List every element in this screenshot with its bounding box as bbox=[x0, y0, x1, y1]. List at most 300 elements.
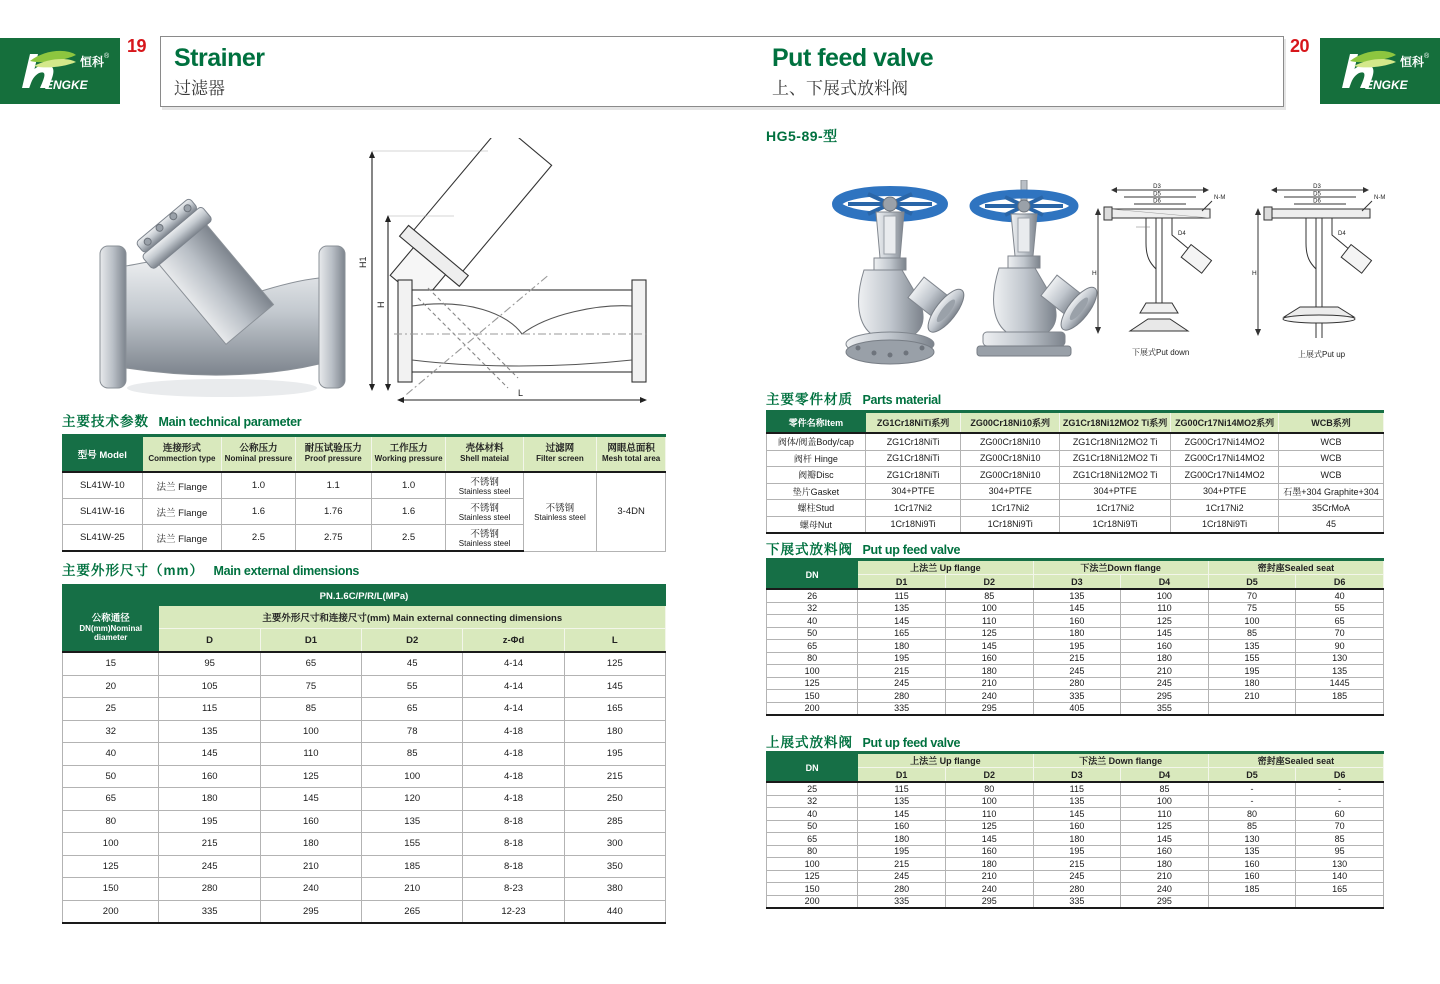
table-row bbox=[63, 900, 666, 923]
table-cell: 1Cr17Ni2 bbox=[961, 500, 1060, 517]
table-cell: 40 bbox=[767, 615, 858, 628]
table-cell: WCB bbox=[1279, 450, 1384, 467]
table-row bbox=[767, 870, 1384, 883]
table-cell: 石墨+304 Graphite+304 bbox=[1279, 483, 1384, 500]
table-cell: 1Cr18Ni9Ti bbox=[961, 516, 1060, 533]
col-header-item: 零件名称Item bbox=[767, 412, 866, 434]
table-cell: 12-23 bbox=[463, 900, 564, 923]
table-cell: ZG00Cr18Ni10 bbox=[961, 467, 1060, 484]
table-cell: 85 bbox=[1296, 833, 1384, 846]
col-header-series: ZG1Cr18Ni12MO2 Ti系列 bbox=[1060, 412, 1171, 434]
table-cell: 145 bbox=[564, 675, 665, 698]
table-cell: 70 bbox=[1296, 820, 1384, 833]
table-cell: 145 bbox=[1121, 833, 1209, 846]
section-title-en: Put up feed valve bbox=[862, 543, 961, 557]
table-cell bbox=[1208, 895, 1296, 908]
table-row bbox=[767, 820, 1384, 833]
table-cell: 85 bbox=[1208, 627, 1296, 640]
page-number-right: 20 bbox=[1290, 36, 1310, 56]
table-cell: 245 bbox=[1033, 665, 1121, 678]
table-cell: 245 bbox=[1121, 677, 1209, 690]
brand-logo-left bbox=[0, 38, 120, 104]
table-cell: 130 bbox=[1208, 833, 1296, 846]
drawing-put-up bbox=[1255, 187, 1372, 338]
logo-text-en: ENGKE bbox=[45, 78, 88, 92]
table-cell: 200 bbox=[767, 895, 858, 908]
header-cn: 耐压试验压力 bbox=[304, 443, 362, 455]
table-cell: 垫片Gasket bbox=[767, 483, 866, 500]
table-cell: 245 bbox=[858, 677, 946, 690]
table-cell: 45 bbox=[362, 652, 463, 675]
col-header-d3: D3 bbox=[1033, 575, 1121, 590]
table-row bbox=[63, 765, 666, 788]
table-cell: 180 bbox=[564, 720, 665, 743]
table-cell: 95 bbox=[159, 652, 260, 675]
table-cell: 160 bbox=[1208, 858, 1296, 871]
table-row bbox=[767, 795, 1384, 808]
table-cell: 160 bbox=[159, 765, 260, 788]
header-en: Working pressure bbox=[374, 454, 443, 464]
table-cell: 215 bbox=[564, 765, 665, 788]
table-cell: 8-18 bbox=[463, 833, 564, 856]
section-title-en: Put up feed valve bbox=[862, 736, 961, 750]
table-cell: 240 bbox=[945, 883, 1033, 896]
group-header-sealed-seat: 密封座Sealed seat bbox=[1208, 560, 1383, 575]
table-cell: 85 bbox=[260, 698, 361, 721]
table-cell: 80 bbox=[767, 845, 858, 858]
table-row bbox=[767, 589, 1384, 602]
logo-text-cn: 恒科 bbox=[1400, 55, 1425, 69]
table-cell: 80 bbox=[1208, 808, 1296, 821]
table-cell: 130 bbox=[1296, 858, 1384, 871]
table-cell: 25 bbox=[767, 782, 858, 795]
table-cell: 1445 bbox=[1296, 677, 1384, 690]
table-cell: 135 bbox=[1208, 640, 1296, 653]
table-cell: 210 bbox=[1121, 870, 1209, 883]
table-cell: 4-18 bbox=[463, 720, 564, 743]
table-cell: 335 bbox=[159, 900, 260, 923]
table-cell: 110 bbox=[260, 743, 361, 766]
table-cell: 240 bbox=[1121, 883, 1209, 896]
section-title-en: Main technical parameter bbox=[158, 415, 302, 429]
table-cell: 1Cr17Ni2 bbox=[865, 500, 961, 517]
dim-h: H bbox=[1092, 270, 1097, 277]
table-cell: 100 bbox=[945, 602, 1033, 615]
table-cell: ZG00Cr18Ni10 bbox=[961, 433, 1060, 450]
table-cell: 160 bbox=[945, 845, 1033, 858]
table-cell: 4-14 bbox=[463, 652, 564, 675]
table-cell: 355 bbox=[1121, 702, 1209, 715]
table-cell: 70 bbox=[1208, 589, 1296, 602]
strainer-drawing bbox=[358, 138, 683, 410]
dn-header: DN bbox=[767, 753, 858, 783]
table-row bbox=[63, 833, 666, 856]
table-row bbox=[767, 808, 1384, 821]
table-cell: 45 bbox=[1279, 516, 1384, 533]
table-cell: 110 bbox=[945, 808, 1033, 821]
col-header bbox=[222, 436, 296, 473]
table-cell: 100 bbox=[767, 858, 858, 871]
table-cell: 32 bbox=[767, 602, 858, 615]
cell-filter-screen: 不锈钢 Stainless steel bbox=[523, 472, 597, 551]
drawing-put-down bbox=[1095, 187, 1212, 334]
section-title-en: Parts material bbox=[862, 393, 941, 407]
hengke-logo-icon bbox=[1320, 38, 1440, 104]
table-row bbox=[767, 665, 1384, 678]
table-cell: 40 bbox=[63, 743, 159, 766]
dim-d5: D5 bbox=[1153, 191, 1161, 198]
table-cell: 215 bbox=[1033, 858, 1121, 871]
table-row bbox=[767, 450, 1384, 467]
table-row bbox=[767, 640, 1384, 653]
table-row bbox=[767, 602, 1384, 615]
table-row bbox=[63, 698, 666, 721]
cell-working: 1.6 bbox=[371, 499, 446, 525]
table-cell: 185 bbox=[362, 855, 463, 878]
col-header-zd: z-Φd bbox=[463, 629, 564, 653]
table-cell: 440 bbox=[564, 900, 665, 923]
table-row bbox=[767, 652, 1384, 665]
col-header-d5: D5 bbox=[1208, 768, 1296, 783]
group-header: 主要外形尺寸和连接尺寸(mm) Main external connecting dimensions bbox=[159, 606, 666, 629]
table-cell: 210 bbox=[945, 870, 1033, 883]
table-cell: 160 bbox=[1208, 870, 1296, 883]
table-cell: 25 bbox=[63, 698, 159, 721]
table-cell: 100 bbox=[1208, 615, 1296, 628]
col-header-d4: D4 bbox=[1121, 575, 1209, 590]
table-cell bbox=[1296, 702, 1384, 715]
cell-conn: 法兰 Flange bbox=[142, 525, 222, 552]
table-cell: 215 bbox=[858, 858, 946, 871]
table-row bbox=[767, 895, 1384, 908]
table-cell: 4-18 bbox=[463, 788, 564, 811]
cell-mesh-area: 3-4DN bbox=[597, 472, 666, 551]
dim-d4: D4 bbox=[1178, 231, 1186, 237]
group-header-down-flange: 下法兰 Down flange bbox=[1033, 753, 1208, 768]
table-cell: 304+PTFE bbox=[1171, 483, 1279, 500]
table-cell bbox=[1208, 702, 1296, 715]
table-cell: 75 bbox=[260, 675, 361, 698]
table-cell: ZG1Cr18NiTi bbox=[865, 450, 961, 467]
table-cell: 125 bbox=[63, 855, 159, 878]
dim-h: H bbox=[1252, 270, 1257, 277]
parts-material-table bbox=[766, 410, 1384, 534]
col-header-d2: D2 bbox=[362, 629, 463, 653]
table-cell: 240 bbox=[260, 878, 361, 901]
table-cell: 145 bbox=[858, 615, 946, 628]
table-cell: 215 bbox=[159, 833, 260, 856]
table-cell: 285 bbox=[564, 810, 665, 833]
group-header-up-flange: 上法兰 Up flange bbox=[858, 560, 1033, 575]
table-cell: 295 bbox=[260, 900, 361, 923]
table-cell: 160 bbox=[1121, 845, 1209, 858]
table-cell: 160 bbox=[1033, 615, 1121, 628]
table-cell: - bbox=[1208, 795, 1296, 808]
brand-logo-right bbox=[1320, 38, 1440, 104]
table-cell: 145 bbox=[1033, 602, 1121, 615]
table-cell: 160 bbox=[858, 820, 946, 833]
table-row bbox=[63, 855, 666, 878]
table-cell: 280 bbox=[858, 690, 946, 703]
table-cell: 295 bbox=[1121, 690, 1209, 703]
table-cell: ZG1Cr18NiTi bbox=[865, 467, 961, 484]
table-cell: 80 bbox=[767, 652, 858, 665]
table-cell: 60 bbox=[1296, 808, 1384, 821]
table-cell: 335 bbox=[858, 702, 946, 715]
table-cell: 125 bbox=[1121, 615, 1209, 628]
table-cell: 145 bbox=[945, 640, 1033, 653]
cell-nominal: 1.0 bbox=[222, 472, 296, 499]
cell-shell: 不锈钢 Stainless steel bbox=[446, 472, 523, 499]
table-cell: 阀体/阀盖Body/cap bbox=[767, 433, 866, 450]
table-cell: 8-23 bbox=[463, 878, 564, 901]
table-cell: 85 bbox=[362, 743, 463, 766]
table-cell: 100 bbox=[1121, 795, 1209, 808]
logo-text-cn: 恒科 bbox=[80, 55, 105, 69]
table-cell: 160 bbox=[1033, 820, 1121, 833]
table-row bbox=[767, 483, 1384, 500]
table-cell: 140 bbox=[1296, 870, 1384, 883]
table-cell: ZG1Cr18NiTi bbox=[865, 433, 961, 450]
section-title-cn: 上展式放料阀 bbox=[766, 735, 853, 750]
inlet-flange bbox=[100, 246, 126, 388]
table-cell: 110 bbox=[945, 615, 1033, 628]
table-cell: 95 bbox=[1296, 845, 1384, 858]
table-cell: 4-14 bbox=[463, 698, 564, 721]
table-cell: 125 bbox=[1121, 820, 1209, 833]
logo-text-en: ENGKE bbox=[1365, 78, 1408, 92]
table-cell: 245 bbox=[858, 870, 946, 883]
table-cell: 55 bbox=[1296, 602, 1384, 615]
section-title-cn: 主要技术参数 bbox=[62, 414, 149, 429]
table-row bbox=[767, 615, 1384, 628]
cell-shell: 不锈钢 Stainless steel bbox=[446, 499, 523, 525]
table-cell: 195 bbox=[858, 652, 946, 665]
table-cell: 1Cr18Ni9Ti bbox=[865, 516, 961, 533]
cell-proof: 2.75 bbox=[295, 525, 371, 552]
table-cell: 100 bbox=[362, 765, 463, 788]
dimensions-table-body bbox=[63, 652, 666, 923]
table-cell: 185 bbox=[1208, 883, 1296, 896]
table-cell: WCB bbox=[1279, 433, 1384, 450]
table-cell: 160 bbox=[945, 652, 1033, 665]
cell-shell: 不锈钢 Stainless steel bbox=[446, 525, 523, 552]
table-row bbox=[767, 627, 1384, 640]
table-row bbox=[767, 833, 1384, 846]
table-cell: 65 bbox=[767, 833, 858, 846]
table-row bbox=[63, 788, 666, 811]
table-cell: 180 bbox=[858, 640, 946, 653]
table-cell: 250 bbox=[564, 788, 665, 811]
table-cell: 335 bbox=[1033, 895, 1121, 908]
table-cell: 240 bbox=[945, 690, 1033, 703]
col-header bbox=[597, 436, 666, 473]
table-cell: 55 bbox=[362, 675, 463, 698]
col-header-series: ZG1Cr18NiTi系列 bbox=[865, 412, 961, 434]
header-en: Proof pressure bbox=[304, 454, 362, 464]
table-cell: 1Cr17Ni2 bbox=[1171, 500, 1279, 517]
table-cell: 135 bbox=[362, 810, 463, 833]
page-title-band bbox=[160, 36, 1284, 107]
table-row bbox=[63, 472, 666, 499]
table-cell: 304+PTFE bbox=[961, 483, 1060, 500]
table-cell: 65 bbox=[63, 788, 159, 811]
table-cell: 螺柱Stud bbox=[767, 500, 866, 517]
table-cell: 165 bbox=[858, 627, 946, 640]
table-row bbox=[767, 782, 1384, 795]
table-cell: 4-18 bbox=[463, 743, 564, 766]
section-title-parts-material bbox=[766, 388, 941, 409]
table-cell: 65 bbox=[260, 652, 361, 675]
table-cell: 70 bbox=[1296, 627, 1384, 640]
table-cell: 195 bbox=[858, 845, 946, 858]
table-cell: 115 bbox=[858, 782, 946, 795]
table-cell: 32 bbox=[767, 795, 858, 808]
table-cell: 160 bbox=[1121, 640, 1209, 653]
table-cell: 78 bbox=[362, 720, 463, 743]
table-cell: 145 bbox=[159, 743, 260, 766]
up-feed-table-body bbox=[767, 782, 1384, 908]
table-cell: 180 bbox=[1208, 677, 1296, 690]
table-cell: 350 bbox=[564, 855, 665, 878]
valve-photo-down bbox=[837, 191, 970, 364]
header-cn: 公称压力 bbox=[239, 443, 278, 455]
table-cell: 35CrMoA bbox=[1279, 500, 1384, 517]
header-en: Commection type bbox=[148, 454, 216, 464]
table-cell: 75 bbox=[1208, 602, 1296, 615]
table-cell: ZG00Cr17Ni14MO2 bbox=[1171, 433, 1279, 450]
col-header-d5: D5 bbox=[1208, 575, 1296, 590]
table-cell: 150 bbox=[767, 690, 858, 703]
registered-mark: ® bbox=[104, 53, 110, 60]
dn-header: DN bbox=[767, 560, 858, 590]
cell-proof: 1.1 bbox=[295, 472, 371, 499]
group-header-up-flange: 上法兰 Up flange bbox=[858, 753, 1033, 768]
col-header bbox=[446, 436, 523, 473]
table-row bbox=[767, 845, 1384, 858]
table-cell: 160 bbox=[260, 810, 361, 833]
table-cell: 180 bbox=[260, 833, 361, 856]
table-cell: 85 bbox=[1121, 782, 1209, 795]
table-cell: 145 bbox=[260, 788, 361, 811]
table-cell bbox=[1296, 895, 1384, 908]
caption-put-down: 下展式Put down bbox=[1132, 348, 1190, 357]
table-cell: 195 bbox=[159, 810, 260, 833]
cell-working: 2.5 bbox=[371, 525, 446, 552]
table-cell: 115 bbox=[858, 589, 946, 602]
parts-table-body bbox=[767, 433, 1384, 533]
cell-model: SL41W-16 bbox=[63, 499, 143, 525]
table-cell: 20 bbox=[63, 675, 159, 698]
header-en: Filter screen bbox=[536, 454, 584, 464]
table-row bbox=[63, 652, 666, 675]
table-cell: 115 bbox=[159, 698, 260, 721]
cell-model: SL41W-10 bbox=[63, 472, 143, 499]
left-title-en: Strainer bbox=[174, 44, 265, 72]
table-cell: 50 bbox=[63, 765, 159, 788]
table-cell: 145 bbox=[858, 808, 946, 821]
table-cell: 210 bbox=[1208, 690, 1296, 703]
table-row bbox=[767, 690, 1384, 703]
table-cell: 4-14 bbox=[463, 675, 564, 698]
table-cell: 405 bbox=[1033, 702, 1121, 715]
valve-photo-up bbox=[974, 180, 1098, 356]
table-cell: 1Cr18Ni9Ti bbox=[1060, 516, 1171, 533]
col-header-d6: D6 bbox=[1296, 768, 1384, 783]
cell-proof: 1.76 bbox=[295, 499, 371, 525]
table-cell: 80 bbox=[63, 810, 159, 833]
valve-photos bbox=[828, 180, 1098, 385]
bottom-flange bbox=[983, 332, 1065, 346]
section-title-cn: 主要零件材质 bbox=[766, 392, 853, 407]
table-cell: 120 bbox=[362, 788, 463, 811]
col-header bbox=[295, 436, 371, 473]
dim-d3: D3 bbox=[1313, 184, 1321, 190]
col-header-series: ZG00Cr17Ni14MO2系列 bbox=[1171, 412, 1279, 434]
col-header-model: 型号 Model bbox=[63, 436, 143, 473]
table-cell: 40 bbox=[767, 808, 858, 821]
table-cell: 135 bbox=[1296, 665, 1384, 678]
table-cell: WCB bbox=[1279, 467, 1384, 484]
section-title-cn: 下展式放料阀 bbox=[766, 542, 853, 557]
cell-model: SL41W-25 bbox=[63, 525, 143, 552]
table-cell: - bbox=[1208, 782, 1296, 795]
table-cell: 280 bbox=[1033, 677, 1121, 690]
table-cell: 200 bbox=[63, 900, 159, 923]
table-cell: 195 bbox=[1033, 845, 1121, 858]
table-cell: 180 bbox=[945, 665, 1033, 678]
dn-header: 公称通径 DN(mm)Nominal diameter bbox=[63, 606, 159, 653]
table-row bbox=[767, 500, 1384, 517]
table-cell: - bbox=[1296, 795, 1384, 808]
table-cell: 90 bbox=[1296, 640, 1384, 653]
table-cell: 195 bbox=[564, 743, 665, 766]
table-cell: ZG00Cr17Ni14MO2 bbox=[1171, 467, 1279, 484]
photo-shadow bbox=[127, 379, 317, 397]
col-header-l: L bbox=[564, 629, 665, 653]
registered-mark: ® bbox=[1424, 53, 1430, 60]
table-cell: 210 bbox=[1121, 665, 1209, 678]
table-cell: 150 bbox=[767, 883, 858, 896]
table-cell: 阀杆 Hinge bbox=[767, 450, 866, 467]
table-cell: ZG1Cr18Ni12MO2 Ti bbox=[1060, 450, 1171, 467]
table-row bbox=[767, 702, 1384, 715]
col-header-d3: D3 bbox=[1033, 768, 1121, 783]
up-feed-valve-table bbox=[766, 751, 1384, 909]
dim-label-h: H bbox=[376, 301, 386, 308]
table-cell: 50 bbox=[767, 627, 858, 640]
table-cell: 125 bbox=[260, 765, 361, 788]
col-header bbox=[371, 436, 446, 473]
table-cell: - bbox=[1296, 782, 1384, 795]
table-cell: 304+PTFE bbox=[865, 483, 961, 500]
table-cell: 195 bbox=[1033, 640, 1121, 653]
table-cell: 180 bbox=[1121, 652, 1209, 665]
table-cell: 50 bbox=[767, 820, 858, 833]
table-cell: 125 bbox=[564, 652, 665, 675]
cell-nominal: 2.5 bbox=[222, 525, 296, 552]
header-cn: 连接形式 bbox=[162, 443, 201, 455]
table-row bbox=[63, 810, 666, 833]
group-header-down-flange: 下法兰Down flange bbox=[1033, 560, 1208, 575]
table-row bbox=[767, 883, 1384, 896]
table-row bbox=[767, 677, 1384, 690]
table-cell: 155 bbox=[1208, 652, 1296, 665]
dim-d3: D3 bbox=[1153, 184, 1161, 190]
table-cell: 4-18 bbox=[463, 765, 564, 788]
table-cell: 200 bbox=[767, 702, 858, 715]
strainer-photo bbox=[90, 188, 355, 403]
